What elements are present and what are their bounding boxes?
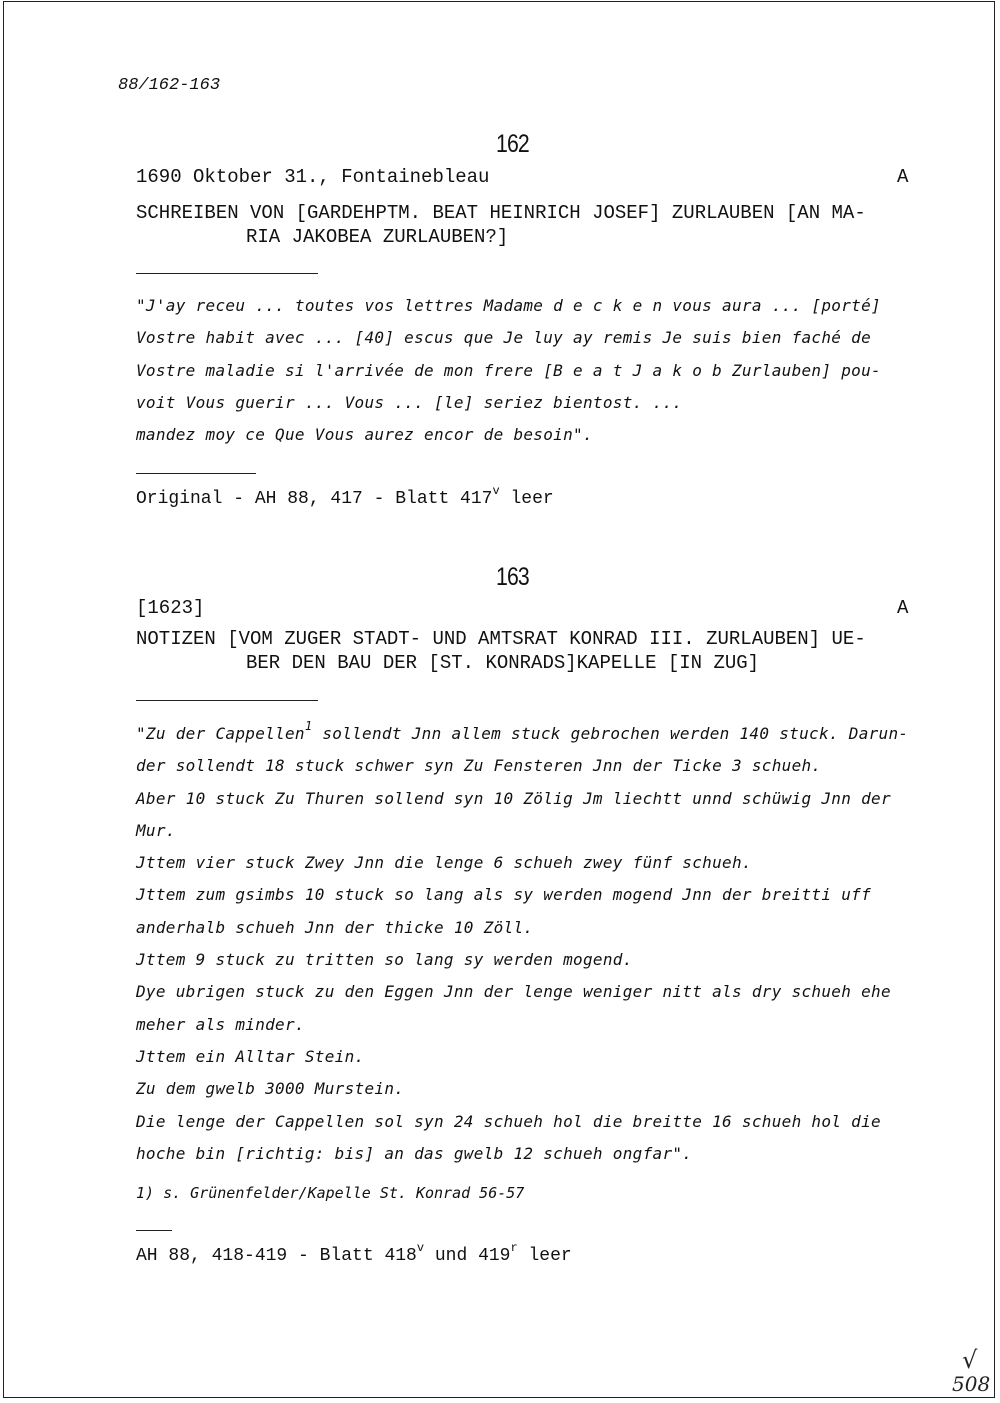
superscript: r <box>510 1241 518 1255</box>
quote-line: anderhalb schueh Jnn der thicke 10 Zöll. <box>136 917 534 937</box>
quote-line: Die lenge der Cappellen sol syn 24 schueh hol die breitte 16 schueh hol die <box>136 1111 881 1131</box>
superscript: v <box>416 1241 425 1255</box>
quote-line: Zu dem gwelb 3000 Murstein. <box>136 1079 405 1099</box>
document-number-162: 162 <box>496 130 529 158</box>
divider <box>136 700 318 701</box>
regest-line: BER DEN BAU DER [ST. KONRADS]KAPELLE [IN ZUG] <box>246 652 760 674</box>
quote-line: Jttem vier stuck Zwey Jnn die lenge 6 schueh zwey fünf schueh. <box>136 853 752 873</box>
quote-line: mandez moy ce Que Vous aurez encor de besoin". <box>136 425 593 445</box>
quote-line: voit Vous guerir ... Vous ... [le] seriez bientost. ... <box>136 392 683 412</box>
handwritten-folio-number: 508 <box>952 1372 991 1396</box>
quote-162 <box>136 290 926 451</box>
document-number-163: 163 <box>496 563 529 591</box>
date-place-162: 1690 Oktober 31., Fontainebleau <box>136 166 490 188</box>
regest-line: NOTIZEN [VOM ZUGER STADT- UND AMTSRAT KONRAD III. ZURLAUBEN] UE- <box>136 628 866 650</box>
quote-line: "J'ay receu ... toutes vos lettres Madame d e c k e n vous aura ... [porté] <box>136 296 881 315</box>
divider <box>136 473 256 474</box>
quote-line: Aber 10 stuck Zu Thuren sollend syn 10 Zölig Jm liechtt unnd schüwig Jnn der <box>136 788 891 808</box>
regest-line: RIA JAKOBEA ZURLAUBEN?] <box>246 226 509 248</box>
quote-line: meher als minder. <box>136 1014 305 1034</box>
quote-line: Vostre maladie si l'arrivée de mon frere [B e a t J a k o b Zurlauben] pou- <box>136 360 881 380</box>
regest-162 <box>136 201 866 249</box>
quote-text: sollendt Jnn allem stuck gebrochen werden 140 stuck. Darun- <box>312 724 909 743</box>
date-place-163: [1623] <box>136 597 205 619</box>
quote-line: hoche bin [richtig: bis] an das gwelb 12 schueh ongfar". <box>136 1143 693 1163</box>
regest-163 <box>136 627 866 675</box>
quote-line: Jttem ein Alltar Stein. <box>136 1046 365 1066</box>
quote-line <box>136 718 926 750</box>
source-text: AH 88, 418-419 - Blatt 418 <box>136 1246 417 1266</box>
source-text: leer <box>499 489 554 509</box>
quote-line: Jttem zum gsimbs 10 stuck so lang als sy werden mogend Jnn der breitti uff <box>136 885 872 905</box>
quote-163 <box>136 718 926 1170</box>
source-text: und 419 <box>424 1246 511 1266</box>
quote-line: Dye ubrigen stuck zu den Eggen Jnn der lenge weniger nitt als dry schueh ehe <box>136 982 891 1002</box>
handwritten-check-mark: √ <box>962 1346 978 1374</box>
quote-line: Mur. <box>136 820 176 840</box>
quote-line: Jttem 9 stuck zu tritten so lang sy werden mogend. <box>136 950 633 970</box>
footnote-marker: 1 <box>304 719 313 733</box>
letter-mark-163: A <box>897 597 909 619</box>
divider <box>136 273 318 274</box>
quote-line: der sollendt 18 stuck schwer syn Zu Fensteren Jnn der Ticke 3 schueh. <box>136 756 822 776</box>
footnote: 1) s. Grünenfelder/Kapelle St. Konrad 56-57 <box>136 1184 525 1202</box>
quote-line: Vostre habit avec ... [40] escus que Je luy ay remis Je suis bien faché de <box>136 328 872 348</box>
superscript: v <box>492 484 500 498</box>
source-text: leer <box>517 1246 572 1266</box>
page-reference: 88/162-163 <box>118 76 221 95</box>
letter-mark-162: A <box>897 166 909 188</box>
source-line-163 <box>136 1241 572 1266</box>
regest-line: SCHREIBEN VON [GARDEHPTM. BEAT HEINRICH JOSEF] ZURLAUBEN [AN MA- <box>136 202 866 224</box>
source-text: Original - AH 88, 417 - Blatt 417 <box>136 489 493 509</box>
quote-text: "Zu der Cappellen <box>136 724 305 743</box>
divider <box>136 1230 172 1231</box>
source-line-162 <box>136 484 554 509</box>
